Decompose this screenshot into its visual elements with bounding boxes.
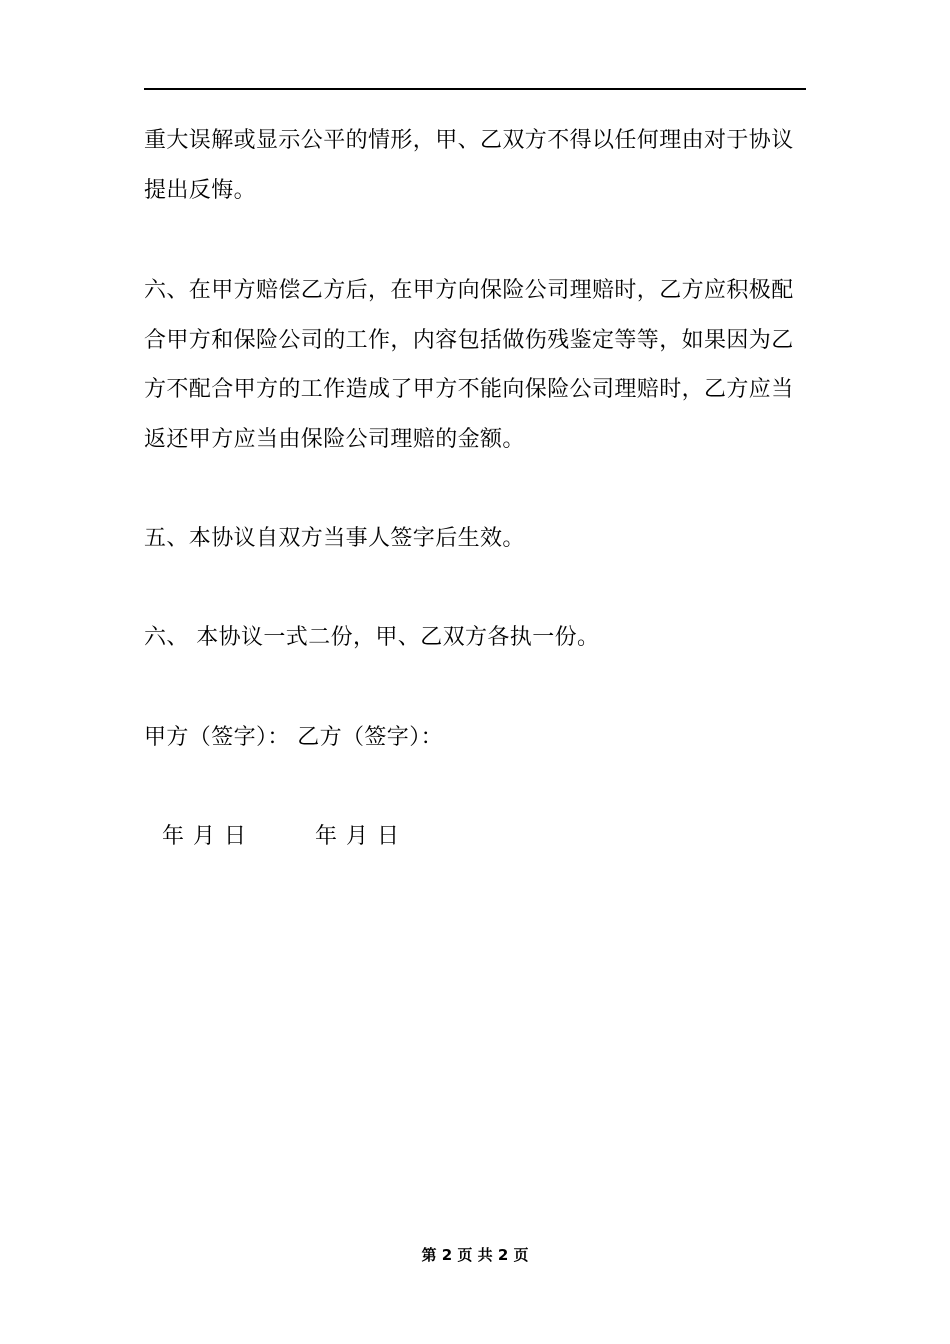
paragraph-line: 方不配合甲方的工作造成了甲方不能向保险公司理赔时，乙方应当 <box>144 377 794 402</box>
signature-line: 甲方（签字）： 乙方（签字）： <box>144 725 443 750</box>
paragraph-line: 提出反悔。 <box>144 177 257 203</box>
clause-effective: 五、本协议自双方当事人签字后生效。 <box>144 526 525 551</box>
paragraph-line: 返还甲方应当由保险公司理赔的金额。 <box>144 426 525 452</box>
clause-insurance-claim <box>144 266 806 464</box>
page-number-footer: 第 2 页 共 2 页 <box>421 1246 529 1264</box>
date-party-b: 年 月 日 <box>315 824 400 849</box>
paragraph-line: 合甲方和保险公司的工作，内容包括做伤残鉴定等等，如果因为乙 <box>144 327 794 353</box>
paragraph-line: 六、在甲方赔偿乙方后，在甲方向保险公司理赔时，乙方应积极配 <box>144 278 794 303</box>
clause-copies: 六、 本协议一式二份，甲、乙双方各执一份。 <box>144 625 600 650</box>
header-divider <box>144 88 806 90</box>
paragraph-line: 重大误解或显示公平的情形，甲、乙双方不得以任何理由对于协议 <box>144 128 794 153</box>
date-party-a: 年 月 日 <box>162 824 247 849</box>
paragraph-continuation <box>144 116 806 215</box>
